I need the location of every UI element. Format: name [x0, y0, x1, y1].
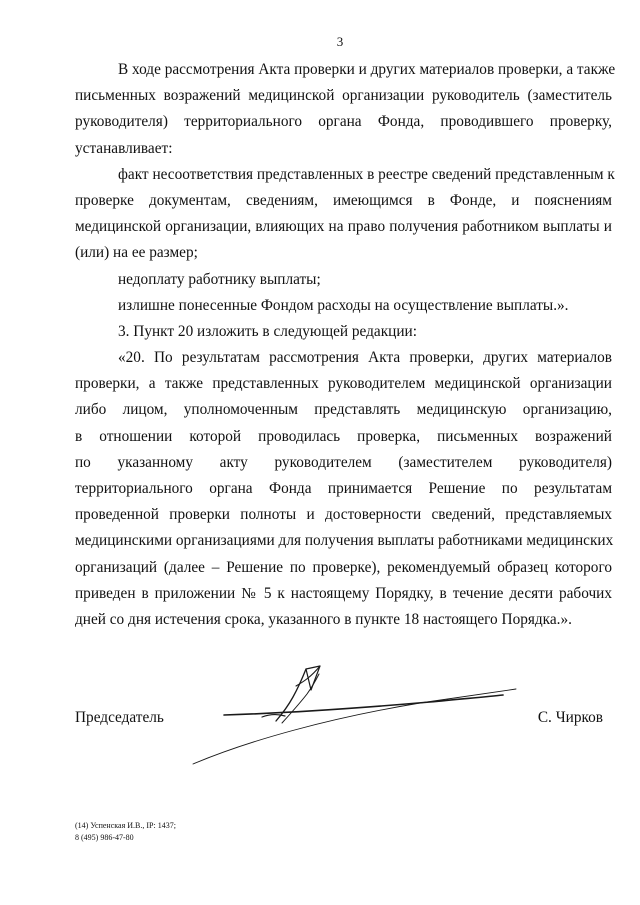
paragraph-line: излишне понесенные Фондом расходы на осуществление выплаты.». [118, 296, 569, 314]
paragraph-line: медицинскими организациями для получения выплаты работниками медицинских [75, 532, 614, 550]
page-number: 3 [336, 34, 344, 49]
paragraph-line: медицинской организации, влияющих на право получения работником выплаты и [75, 218, 612, 236]
paragraph-line: устанавливает: [75, 139, 173, 157]
paragraph-line: руководителя) территориального органа Фонда, проводившего проверку, [75, 113, 612, 131]
footer-executor-info [75, 820, 176, 844]
paragraph-line: проведенной проверки полноты и достоверности сведений, представляемых [75, 506, 612, 524]
paragraph-line: в отношении которой проводилась проверка, письменных возражений [75, 427, 612, 445]
paragraph-line: по указанному акту руководителем (заместителем руководителя) [75, 453, 612, 471]
signatory-position: Председатель [75, 709, 164, 726]
paragraph-line: либо лицом, уполномоченным представлять медицинскую организацию, [75, 401, 612, 419]
executor-line: (14) Успенская И.В., IP: 1437; [75, 821, 176, 830]
paragraph-line: дней со дня истечения срока, указанного в пункте 18 настоящего Порядка.». [75, 610, 572, 628]
paragraph-line: факт несоответствия представленных в реестре сведений представленным к [118, 165, 615, 183]
paragraph-line: (или) на ее размер; [75, 244, 198, 262]
paragraph-line: территориального органа Фонда принимается Решение по результатам [75, 480, 612, 497]
paragraph-line: проверке документам, сведениям, имеющимся в Фонде, и пояснениям [75, 191, 612, 209]
document-body [75, 57, 616, 633]
paragraph-line: организаций (далее – Решение по проверке), рекомендуемый образец которого [75, 558, 612, 576]
paragraph-line: письменных возражений медицинской организации руководитель (заместитель [75, 87, 612, 105]
paragraph-line: 3. Пункт 20 изложить в следующей редакции: [118, 322, 417, 340]
paragraph-line: В ходе рассмотрения Акта проверки и других материалов проверки, а также [118, 61, 616, 78]
paragraph-line: недоплату работнику выплаты; [118, 270, 321, 288]
signatory-name: С. Чирков [537, 709, 603, 726]
paragraph-line: проверки, а также представленных руководителем медицинской организации [75, 375, 612, 393]
executor-phone: 8 (495) 986-47-80 [75, 833, 134, 842]
paragraph-line: «20. По результатам рассмотрения Акта проверки, других материалов [118, 349, 612, 367]
paragraph-line: приведен в приложении № 5 к настоящему Порядку, в течение десяти рабочих [75, 584, 612, 602]
